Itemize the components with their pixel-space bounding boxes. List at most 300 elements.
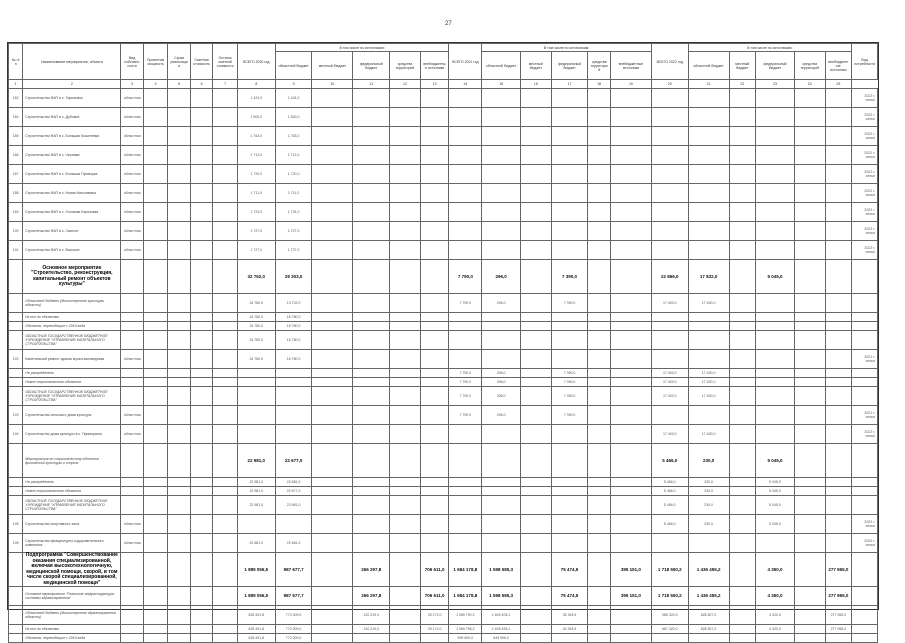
empty-cell (353, 378, 390, 387)
empty-cell (213, 487, 238, 496)
empty-cell (521, 444, 552, 478)
cell-s0: 29 303,0 (275, 260, 312, 294)
empty-cell (651, 203, 688, 222)
facility-row (9, 515, 878, 534)
empty-cell (482, 313, 521, 322)
empty-cell (588, 89, 610, 108)
empty-cell (729, 606, 756, 625)
empty-cell (756, 127, 795, 146)
empty-cell (312, 165, 353, 184)
empty-cell (610, 425, 651, 444)
empty-cell (420, 534, 449, 553)
facility-row (9, 222, 878, 241)
header-src-territorial: средства территорий (588, 52, 610, 80)
cell-t1: 7 790,0 (449, 406, 482, 425)
empty-cell (168, 487, 190, 496)
empty-cell (825, 444, 852, 478)
empty-cell (9, 369, 23, 378)
cell-t0: 1 720,0 (237, 165, 275, 184)
empty-cell (353, 634, 390, 643)
empty-cell (390, 378, 421, 387)
row-title: Мероприятия по строительству объектов физической культуры и спорта (23, 444, 121, 478)
header-num: № п/п (9, 44, 23, 80)
empty-cell (610, 294, 651, 313)
empty-cell (729, 89, 756, 108)
cell-s0: 1 424,0 (275, 89, 312, 108)
empty-cell (312, 406, 353, 425)
empty-cell (312, 331, 353, 350)
empty-cell (482, 184, 521, 203)
empty-cell (825, 203, 852, 222)
header-src-regional: областной бюджет (688, 52, 729, 80)
cell-s0: 13 722,0 (275, 294, 312, 313)
empty-cell (551, 496, 588, 515)
empty-cell (168, 350, 190, 369)
cell-s1: 296,0 (482, 369, 521, 378)
empty-cell (390, 534, 421, 553)
cell-num: 194 (9, 425, 23, 444)
table-row (9, 387, 878, 406)
cell-note: 2022 г. сельп (852, 425, 878, 444)
empty-cell (482, 534, 521, 553)
header-src-regional: областной бюджет (482, 52, 521, 80)
empty-cell (521, 331, 552, 350)
empty-cell (756, 350, 795, 369)
cell-name: Строительство ФАП в с. Новая Николаевка (23, 184, 121, 203)
empty-cell (521, 553, 552, 587)
empty-cell (756, 534, 795, 553)
empty-cell (852, 625, 878, 634)
column-number: 14 (449, 80, 482, 89)
empty-cell (449, 444, 482, 478)
empty-cell (213, 387, 238, 406)
header-src-federal: федеральный бюджет (353, 52, 390, 80)
empty-cell (9, 378, 23, 387)
empty-cell (794, 487, 825, 496)
empty-cell (143, 406, 168, 425)
cell-t0: 16 780,0 (237, 294, 275, 313)
row-title: Основное мероприятие "Развитие инфраструктуры системы здравоохранения" (23, 587, 121, 606)
empty-cell (521, 606, 552, 625)
empty-cell (237, 378, 275, 387)
cell-s0: 22 681,0 (275, 534, 312, 553)
empty-cell (449, 496, 482, 515)
cell-type: областная (121, 222, 143, 241)
empty-cell (237, 369, 275, 378)
empty-cell (121, 496, 143, 515)
header-name: Наименование мероприятия, объекта (23, 44, 121, 80)
empty-cell (168, 406, 190, 425)
empty-cell (688, 313, 729, 322)
empty-cell (121, 487, 143, 496)
empty-cell (143, 260, 168, 294)
empty-cell (449, 478, 482, 487)
cell-s0: 1 712,0 (275, 146, 312, 165)
empty-cell (756, 222, 795, 241)
empty-cell (420, 127, 449, 146)
empty-cell (756, 184, 795, 203)
cell-e1: 395 151,0 (610, 553, 651, 587)
empty-cell (420, 241, 449, 260)
empty-cell (213, 444, 238, 478)
cell-note: 2022 г. сельп (852, 203, 878, 222)
empty-cell (353, 313, 390, 322)
empty-cell (825, 127, 852, 146)
empty-cell (312, 587, 353, 606)
empty-cell (312, 108, 353, 127)
empty-cell (521, 260, 552, 294)
column-number: 19 (610, 80, 651, 89)
empty-cell (143, 553, 168, 587)
empty-cell (312, 478, 353, 487)
empty-cell (9, 444, 23, 478)
empty-cell (756, 378, 795, 387)
cell-name: Строительство ФАП в с. Чернава (23, 146, 121, 165)
empty-cell (353, 406, 390, 425)
cell-note: 2020 г. сельп (852, 534, 878, 553)
main-activity-row (9, 587, 878, 606)
empty-cell (688, 184, 729, 203)
empty-cell (449, 222, 482, 241)
empty-cell (588, 515, 610, 534)
cell-type: областная (121, 146, 143, 165)
empty-cell (143, 387, 168, 406)
cell-type: областная (121, 89, 143, 108)
empty-cell (312, 387, 353, 406)
cell-note: 2022 г. сельп (852, 241, 878, 260)
empty-cell (729, 294, 756, 313)
empty-cell (852, 487, 878, 496)
cell-note: 2022 г. сельп (852, 108, 878, 127)
empty-cell (312, 625, 353, 634)
empty-cell (390, 425, 421, 444)
empty-cell (610, 203, 651, 222)
empty-cell (353, 322, 390, 331)
empty-cell (521, 496, 552, 515)
empty-cell (825, 322, 852, 331)
empty-cell (521, 369, 552, 378)
empty-cell (9, 313, 23, 322)
empty-cell (852, 369, 878, 378)
cell-name: Строительство ФАП в с. Смелое (23, 222, 121, 241)
cell-x2: 277 965,0 (825, 625, 852, 634)
empty-cell (588, 331, 610, 350)
budget-table-sheet (7, 42, 879, 640)
empty-cell (190, 487, 212, 496)
cell-s0: 22 681,0 (275, 496, 312, 515)
empty-cell (610, 241, 651, 260)
empty-cell (551, 184, 588, 203)
empty-cell (551, 634, 588, 643)
empty-cell (420, 406, 449, 425)
empty-cell (143, 496, 168, 515)
empty-cell (794, 478, 825, 487)
cell-t1: 1 089 790,2 (449, 606, 482, 625)
empty-cell (688, 127, 729, 146)
empty-cell (588, 534, 610, 553)
empty-cell (588, 108, 610, 127)
header-src-regional: областной бюджет (275, 52, 312, 80)
empty-cell (756, 313, 795, 322)
empty-cell (825, 515, 852, 534)
empty-cell (482, 515, 521, 534)
empty-cell (190, 350, 212, 369)
empty-cell (121, 331, 143, 350)
empty-cell (610, 146, 651, 165)
cell-f1: 7 390,0 (551, 260, 588, 294)
empty-cell (551, 425, 588, 444)
empty-cell (794, 322, 825, 331)
empty-cell (688, 634, 729, 643)
cell-num: 191 (9, 241, 23, 260)
cell-note: 2022 г. сельп (852, 146, 878, 165)
empty-cell (312, 89, 353, 108)
empty-cell (213, 406, 238, 425)
empty-cell (794, 553, 825, 587)
empty-cell (521, 146, 552, 165)
empty-cell (482, 425, 521, 444)
empty-cell (449, 184, 482, 203)
facility-row (9, 165, 878, 184)
cell-t2: 5 466,0 (651, 515, 688, 534)
empty-cell (143, 587, 168, 606)
header-period: Сроки реализации (168, 44, 190, 80)
cell-s2: 828 827,0 (688, 625, 729, 634)
empty-cell (825, 165, 852, 184)
empty-cell (9, 606, 23, 625)
empty-cell (588, 260, 610, 294)
empty-cell (237, 425, 275, 444)
cell-s0: 22 681,0 (275, 478, 312, 487)
empty-cell (794, 203, 825, 222)
empty-cell (610, 378, 651, 387)
table-body (9, 89, 878, 643)
empty-cell (449, 425, 482, 444)
facility-row (9, 184, 878, 203)
empty-cell (449, 350, 482, 369)
empty-cell (190, 515, 212, 534)
cell-t2: 1 718 550,2 (651, 553, 688, 587)
empty-cell (756, 89, 795, 108)
empty-cell (168, 534, 190, 553)
empty-cell (610, 313, 651, 322)
empty-cell (825, 108, 852, 127)
empty-cell (420, 487, 449, 496)
column-number: 17 (551, 80, 588, 89)
empty-cell (521, 127, 552, 146)
empty-cell (190, 425, 212, 444)
cell-b (190, 184, 212, 203)
empty-cell (588, 625, 610, 634)
cell-num: 184 (9, 108, 23, 127)
cell-cap (143, 165, 168, 184)
empty-cell (312, 444, 353, 478)
cell-t1: 1 684 178,8 (449, 587, 482, 606)
header-src-local: местный бюджет (312, 52, 353, 80)
empty-cell (213, 553, 238, 587)
cell-f1: 7 390,0 (551, 294, 588, 313)
empty-cell (353, 350, 390, 369)
cell-a (168, 127, 190, 146)
empty-cell (420, 634, 449, 643)
cell-name: Строительство физкультурно-оздоровительного комплекса (23, 534, 121, 553)
empty-cell (390, 625, 421, 634)
empty-cell (312, 313, 353, 322)
empty-cell (449, 89, 482, 108)
empty-cell (121, 634, 143, 643)
empty-cell (449, 322, 482, 331)
empty-cell (756, 241, 795, 260)
cell-note: 2022 г. сельп (852, 127, 878, 146)
empty-cell (588, 313, 610, 322)
empty-cell (651, 108, 688, 127)
cell-s0: 16 780,0 (275, 313, 312, 322)
empty-cell (521, 165, 552, 184)
empty-cell (651, 634, 688, 643)
cell-b (190, 203, 212, 222)
empty-cell (353, 487, 390, 496)
header-type: Вид собствен-ности (121, 44, 143, 80)
empty-cell (610, 515, 651, 534)
empty-cell (482, 108, 521, 127)
empty-cell (390, 260, 421, 294)
empty-cell (588, 203, 610, 222)
empty-cell (275, 425, 312, 444)
empty-cell (190, 294, 212, 313)
empty-cell (121, 606, 143, 625)
empty-cell (588, 478, 610, 487)
empty-cell (729, 444, 756, 478)
empty-cell (312, 294, 353, 313)
cell-s0: 772 009,0 (275, 606, 312, 625)
cell-type: областная (121, 184, 143, 203)
empty-cell (588, 634, 610, 643)
empty-cell (729, 222, 756, 241)
column-number-row (9, 80, 878, 89)
cell-cap (143, 203, 168, 222)
empty-cell (551, 222, 588, 241)
cell-t0: 32 762,0 (237, 260, 275, 294)
empty-cell (688, 108, 729, 127)
cell-name: Не распределено (23, 369, 121, 378)
empty-cell (168, 634, 190, 643)
empty-cell (521, 378, 552, 387)
empty-cell (143, 634, 168, 643)
empty-cell (121, 553, 143, 587)
facility-row (9, 146, 878, 165)
cell-name: Областной бюджет (Министерство здравоохранения области) (23, 606, 121, 625)
empty-cell (610, 534, 651, 553)
empty-cell (390, 146, 421, 165)
empty-cell (168, 294, 190, 313)
empty-cell (825, 294, 852, 313)
cell-t2: 985 320,0 (651, 606, 688, 625)
cell-a (168, 184, 190, 203)
empty-cell (312, 350, 353, 369)
empty-cell (729, 184, 756, 203)
empty-cell (521, 625, 552, 634)
empty-cell (588, 146, 610, 165)
empty-cell (651, 127, 688, 146)
cell-cap (143, 127, 168, 146)
empty-cell (390, 515, 421, 534)
empty-cell (651, 406, 688, 425)
empty-cell (551, 487, 588, 496)
empty-cell (143, 515, 168, 534)
cell-type: областная (121, 515, 143, 534)
empty-cell (825, 241, 852, 260)
column-number: 25 (825, 80, 852, 89)
empty-cell (551, 350, 588, 369)
facility-row (9, 241, 878, 260)
cell-t1: 7 790,0 (449, 387, 482, 406)
empty-cell (852, 378, 878, 387)
cell-c (213, 184, 238, 203)
empty-cell (551, 444, 588, 478)
cell-name: Строительство ФАП в с. Тарлаганы (23, 89, 121, 108)
empty-cell (237, 515, 275, 534)
empty-cell (213, 634, 238, 643)
empty-cell (794, 350, 825, 369)
empty-cell (610, 350, 651, 369)
empty-cell (588, 496, 610, 515)
empty-cell (420, 350, 449, 369)
empty-cell (168, 260, 190, 294)
empty-cell (420, 184, 449, 203)
empty-cell (756, 165, 795, 184)
cell-note: 2021 г. сельп (852, 350, 878, 369)
empty-cell (482, 89, 521, 108)
cell-s2: 230,0 (688, 496, 729, 515)
cell-type: областная (121, 425, 143, 444)
cell-s0: 16 780,0 (275, 350, 312, 369)
cell-t2: 5 466,0 (651, 444, 688, 478)
table-row (9, 331, 878, 350)
cell-x2: 277 965,0 (825, 553, 852, 587)
empty-cell (521, 634, 552, 643)
empty-cell (610, 606, 651, 625)
cell-f2: 5 045,0 (756, 478, 795, 487)
empty-cell (852, 634, 878, 643)
cell-name: Строительство ФАП в с. Высокое (23, 241, 121, 260)
cell-t0: 1 424,0 (237, 89, 275, 108)
empty-cell (190, 534, 212, 553)
empty-cell (756, 108, 795, 127)
column-number: 24 (794, 80, 825, 89)
column-number: 6 (190, 80, 212, 89)
empty-cell (9, 387, 23, 406)
empty-cell (610, 108, 651, 127)
empty-cell (353, 478, 390, 487)
cell-s2: 1 436 455,2 (688, 553, 729, 587)
empty-cell (688, 241, 729, 260)
empty-cell (390, 406, 421, 425)
cell-name: Строительство ФАП в с. Угольная Березовка (23, 203, 121, 222)
cell-t0: 1 727,0 (237, 222, 275, 241)
cell-f1: 35 394,5 (551, 606, 588, 625)
cell-c (213, 89, 238, 108)
cell-num: 190 (9, 222, 23, 241)
empty-cell (168, 496, 190, 515)
cell-x2: 277 965,0 (825, 587, 852, 606)
empty-cell (651, 350, 688, 369)
empty-cell (825, 184, 852, 203)
cell-t2: 1 718 550,2 (651, 587, 688, 606)
cell-s0: 1 727,0 (275, 222, 312, 241)
empty-cell (420, 378, 449, 387)
cell-t1: 7 790,0 (449, 260, 482, 294)
cell-t0: 1 763,0 (237, 127, 275, 146)
